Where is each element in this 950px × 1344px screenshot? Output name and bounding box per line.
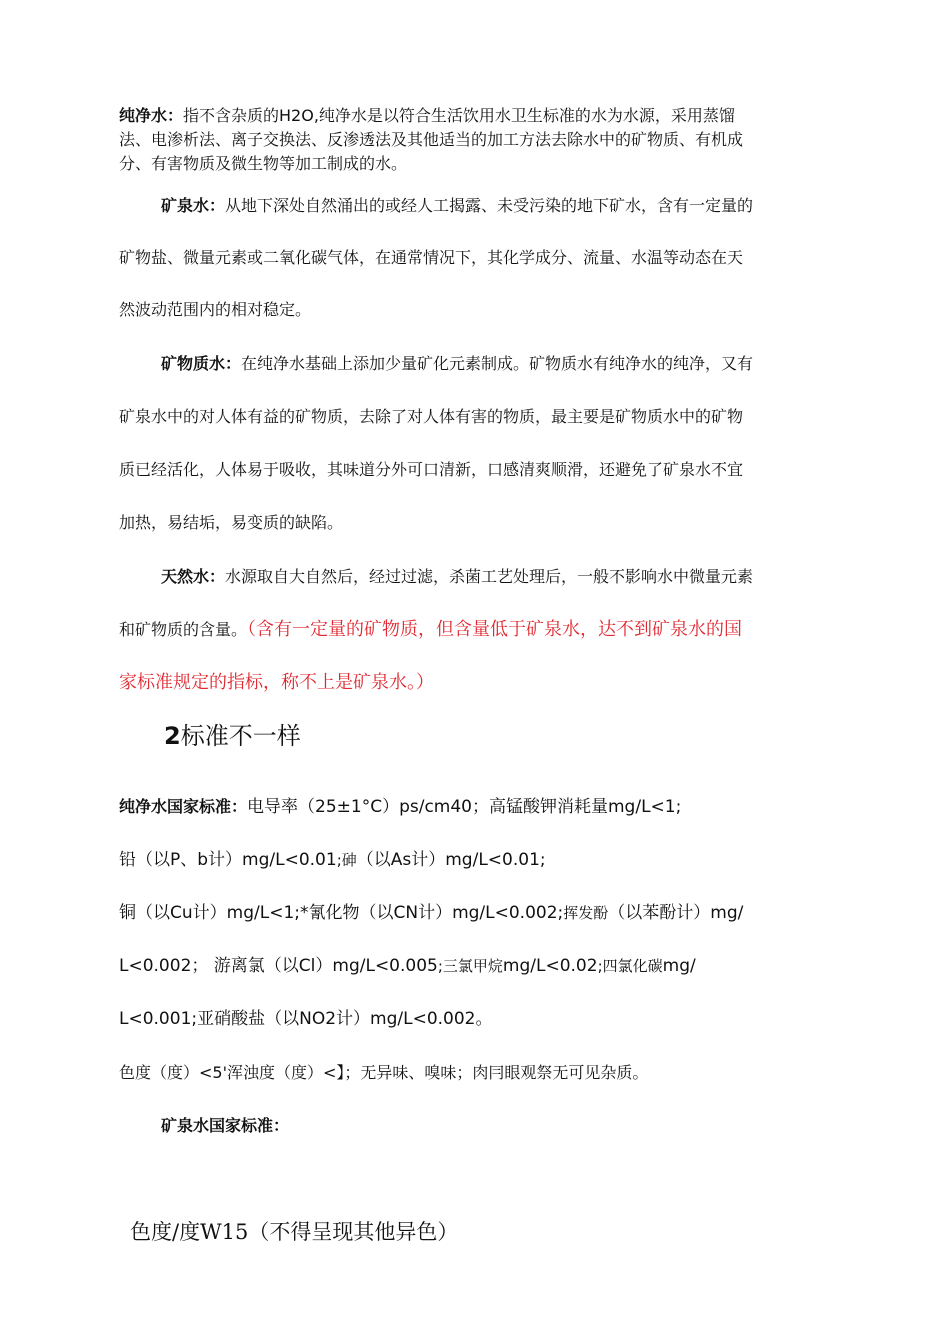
paragraph-natural-water-line-1 xyxy=(161,567,753,587)
term-mineral-spring-standard: 矿泉水国家标准： xyxy=(161,1116,290,1135)
text: 在纯净水基础上添加少量矿化元素制成。矿物质水有纯净水的纯净，又有 xyxy=(241,354,754,373)
paragraph-mineral-water-line-2: 矿泉水中的对人体有益的矿物质，去除了对人体有害的物质，最主要是矿物质水中的矿物 xyxy=(119,407,744,426)
text: 从地下深处自然涌出的或经人工揭露、未受污染的地下矿水，含有一定量的 xyxy=(225,196,754,215)
standard-line-4 xyxy=(119,956,696,976)
standard-line-3 xyxy=(119,903,743,923)
standard-line-1 xyxy=(119,797,681,817)
paragraph-pure-water-line-3: 分、有害物质及微生物等加工制成的水。 xyxy=(119,154,408,173)
text: ;砷 xyxy=(336,851,357,869)
text: （以苯酚计）mg/ xyxy=(608,903,744,923)
red-note: 家标准规定的指标，称不上是矿泉水。） xyxy=(119,672,434,693)
color-standard-line: 色度/度W15（不得呈现其他异色） xyxy=(130,1220,459,1244)
paragraph-mineral-water-line-4: 加热，易结垢，易变质的缺陷。 xyxy=(119,513,344,532)
text: 和矿物质的含量。 xyxy=(119,620,248,639)
text: 水源取自大自然后，经过过滤，杀菌工艺处理后，一般不影响水中微量元素 xyxy=(225,567,754,586)
term-natural-water: 天然水： xyxy=(161,567,226,586)
term-mineral-spring-water: 矿泉水： xyxy=(161,196,226,215)
paragraph-mineral-water-line-1 xyxy=(161,354,753,374)
text: 电导率（25±1°C）ps/cm40；高锰酸钾消耗量mg/L<1; xyxy=(247,797,682,817)
paragraph-mineral-spring-line-3: 然波动范围内的相对稳定。 xyxy=(119,300,312,319)
section-heading xyxy=(164,721,301,751)
paragraph-pure-water-line-2: 法、电渗析法、离子交换法、反渗透法及其他适当的加工方法去除水中的矿物质、有机成 xyxy=(119,130,744,149)
paragraph-pure-water-line-1 xyxy=(119,106,735,126)
text: 挥发酚 xyxy=(563,904,609,922)
text: L<0.002； xyxy=(119,956,209,976)
text: 铜（以Cu计）mg/L<1; xyxy=(119,903,300,923)
paragraph-natural-water-line-3 xyxy=(119,673,434,693)
standard-line-6: 色度（度）<5'浑浊度（度）<】；无异味、嗅味；肉冃眼观祭无可见杂质。 xyxy=(119,1063,649,1082)
text: 游离氯（以Cl）mg/L<0.005 xyxy=(213,956,438,976)
term-pure-water: 纯净水： xyxy=(119,106,184,125)
paragraph-mineral-water-line-3: 质已经活化，人体易于吸收，其味道分外可口清新，口感清爽顺滑，还避免了矿泉水不宜 xyxy=(119,460,744,479)
text: ;四氯化碳 xyxy=(597,957,663,975)
term-pure-water-standard: 纯净水国家标准： xyxy=(119,797,248,816)
red-note: （含有一定量的矿物质，但含量低于矿泉水，达不到矿泉水的国 xyxy=(247,619,743,640)
paragraph-natural-water-line-2 xyxy=(119,620,742,640)
text: ;亚硝酸盐（以NO2计）mg/L<0.002。 xyxy=(191,1009,493,1029)
standard-line-2 xyxy=(119,850,546,870)
text: mg/ xyxy=(662,956,696,976)
text: mg/L<0.02 xyxy=(502,956,598,976)
text: *氰化物（以CN计）mg/L<0.002; xyxy=(299,903,564,923)
heading-text: 标准不一样 xyxy=(180,722,301,750)
text: ;三氯甲烷 xyxy=(437,957,503,975)
text: 指不含杂质的H2O,纯净水是以符合生活饮用水卫生标准的水为水源，采用蒸馏 xyxy=(183,106,735,125)
heading-number: 2 xyxy=(164,722,181,750)
paragraph-mineral-spring-line-1 xyxy=(161,196,753,216)
text: （以As计）mg/L<0.01; xyxy=(356,850,546,870)
text: L<0.001 xyxy=(119,1009,192,1029)
text: 铅（以P、b计）mg/L<0.01 xyxy=(119,850,337,870)
paragraph-mineral-spring-line-2: 矿物盐、微量元素或二氧化碳气体，在通常情况下，其化学成分、流量、水温等动态在天 xyxy=(119,248,744,267)
standard-line-5 xyxy=(119,1009,493,1029)
term-mineral-water: 矿物质水： xyxy=(161,354,242,373)
